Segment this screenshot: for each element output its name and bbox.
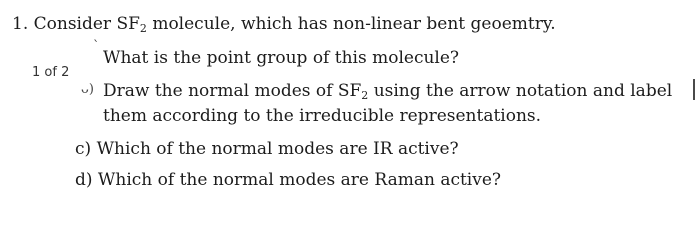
part-c-text: Which of the normal modes are IR active?: [96, 139, 459, 159]
part-d-label: d): [75, 170, 93, 190]
question-number: 1.: [12, 14, 29, 34]
part-a-text: What is the point group of this molecule?: [103, 48, 460, 68]
part-b-continuation: them according to the irreducible representations.: [103, 106, 542, 126]
question-intro: Consider $SF_2$ molecule, which has non-linear bent geoemtry.: [33, 14, 556, 35]
part-c: [75, 139, 459, 159]
part-c-label: c): [75, 139, 92, 159]
question-header: [12, 14, 556, 34]
part-b-text: Draw the normal modes of $SF_2$ using the arrow notation and label: [103, 81, 673, 102]
part-d-text: Which of the normal modes are Raman active?: [97, 170, 502, 190]
part-b-label-fragment: ᴗ): [81, 82, 94, 97]
part-a-label-fragment: ˋ: [93, 39, 100, 54]
part-d: [75, 170, 501, 190]
text-cursor: [693, 79, 695, 100]
page-indicator: 1 of 2: [32, 65, 70, 80]
